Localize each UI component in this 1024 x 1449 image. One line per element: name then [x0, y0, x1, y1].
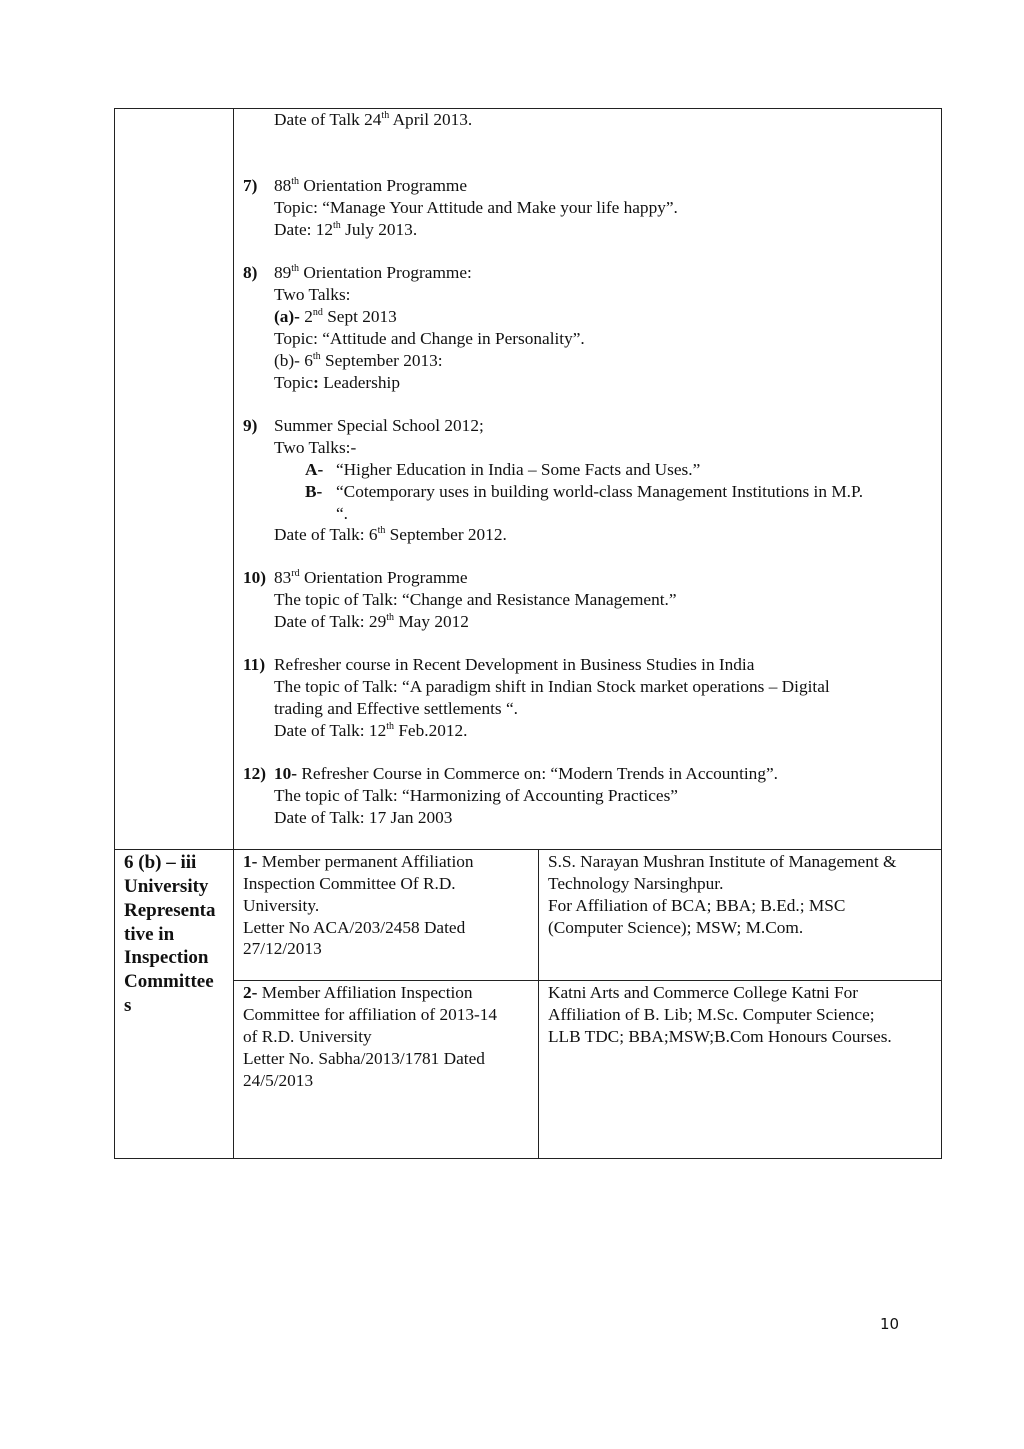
item-line: Date of Talk: 6th September 2012.: [274, 525, 507, 544]
committee-line: 27/12/2013: [243, 939, 322, 958]
item-line: Date of Talk: 12th Feb.2012.: [274, 721, 468, 740]
section-label-line: Inspection: [124, 947, 209, 968]
institution-line: Katni Arts and Commerce College Katni For: [548, 983, 859, 1002]
committee-line: Inspection Committee Of R.D.: [243, 874, 456, 893]
committee-line: 1- Member permanent Affiliation: [243, 852, 474, 871]
institution-line: (Computer Science); MSW; M.Com.: [548, 918, 804, 937]
section-label-line: Representa: [124, 900, 216, 921]
subitem-label: B-: [305, 482, 323, 501]
item-number: 10): [243, 568, 267, 587]
item-line: Topic: “Attitude and Change in Personality”.: [274, 329, 585, 348]
section-label-line: s: [124, 995, 132, 1016]
item-line: Date: 12th July 2013.: [274, 220, 418, 239]
page-number: 10: [880, 1315, 900, 1333]
subitem-text-continued: “.: [336, 504, 348, 523]
section-label-line: 6 (b) – iii: [124, 852, 197, 873]
item-line: Two Talks:-: [274, 438, 357, 457]
committee-line: 24/5/2013: [243, 1071, 314, 1090]
item-number: 11): [243, 655, 266, 674]
item-line: The topic of Talk: “Harmonizing of Accounting Practices”: [274, 786, 678, 805]
item-number: 12): [243, 764, 267, 783]
item-line: 88th Orientation Programme: [274, 176, 468, 195]
subitem-text: “Higher Education in India – Some Facts and Uses.”: [336, 460, 701, 479]
committee-line: Letter No ACA/203/2458 Dated: [243, 918, 466, 937]
committee-line: 2- Member Affiliation Inspection: [243, 983, 473, 1002]
record-table: [114, 108, 942, 1159]
institution-line: LLB TDC; BBA;MSW;B.Com Honours Courses.: [548, 1027, 892, 1046]
committee-line: of R.D. University: [243, 1027, 372, 1046]
subitem-label: A-: [305, 460, 324, 479]
item-line: trading and Effective settlements “.: [274, 699, 518, 718]
table-right-border: [941, 108, 942, 1159]
institution-line: S.S. Narayan Mushran Institute of Management &: [548, 852, 897, 871]
column-divider: [233, 108, 234, 1159]
item-line: 83rd Orientation Programme: [274, 568, 468, 587]
item-line: Two Talks:: [274, 285, 351, 304]
section-label-line: University: [124, 876, 209, 897]
item-number: 7): [243, 176, 258, 195]
institution-line: For Affiliation of BCA; BBA; B.Ed.; MSC: [548, 896, 846, 915]
subitem-text: “Cotemporary uses in building world-class Management Institutions in M.P.: [336, 482, 864, 501]
item-line: Topic: “Manage Your Attitude and Make your life happy”.: [274, 198, 678, 217]
item-line: The topic of Talk: “Change and Resistance Management.”: [274, 590, 677, 609]
intro-date-line: Date of Talk 24th April 2013.: [274, 110, 473, 129]
committee-line: Committee for affiliation of 2013-14: [243, 1005, 498, 1024]
item-line: 10- Refresher Course in Commerce on: “Modern Trends in Accounting”.: [274, 764, 778, 783]
committee-line: University.: [243, 896, 320, 915]
section-label-line: Committee: [124, 971, 214, 992]
item-number: 8): [243, 263, 258, 282]
table-left-border: [114, 108, 115, 1159]
row-divider: [233, 980, 942, 981]
item-line: (b)- 6th September 2013:: [274, 351, 443, 370]
institution-line: Technology Narsinghpur.: [548, 874, 724, 893]
table-top-border: [114, 108, 942, 109]
item-line: Date of Talk: 29th May 2012: [274, 612, 469, 631]
item-line: Summer Special School 2012;: [274, 416, 484, 435]
section-divider: [114, 849, 942, 850]
committee-line: Letter No. Sabha/2013/1781 Dated: [243, 1049, 485, 1068]
item-number: 9): [243, 416, 258, 435]
item-line: (a)- 2nd Sept 2013: [274, 307, 397, 326]
table-bottom-border: [114, 1158, 942, 1159]
item-line: Topic: Leadership: [274, 373, 400, 392]
item-line: Date of Talk: 17 Jan 2003: [274, 808, 453, 827]
item-line: The topic of Talk: “A paradigm shift in Indian Stock market operations – Digital: [274, 677, 830, 696]
institution-line: Affiliation of B. Lib; M.Sc. Computer Science;: [548, 1005, 875, 1024]
item-line: 89th Orientation Programme:: [274, 263, 472, 282]
item-line: Refresher course in Recent Development in Business Studies in India: [274, 655, 755, 674]
lower-column-divider: [538, 849, 539, 1159]
section-label-line: tive in: [124, 924, 175, 945]
